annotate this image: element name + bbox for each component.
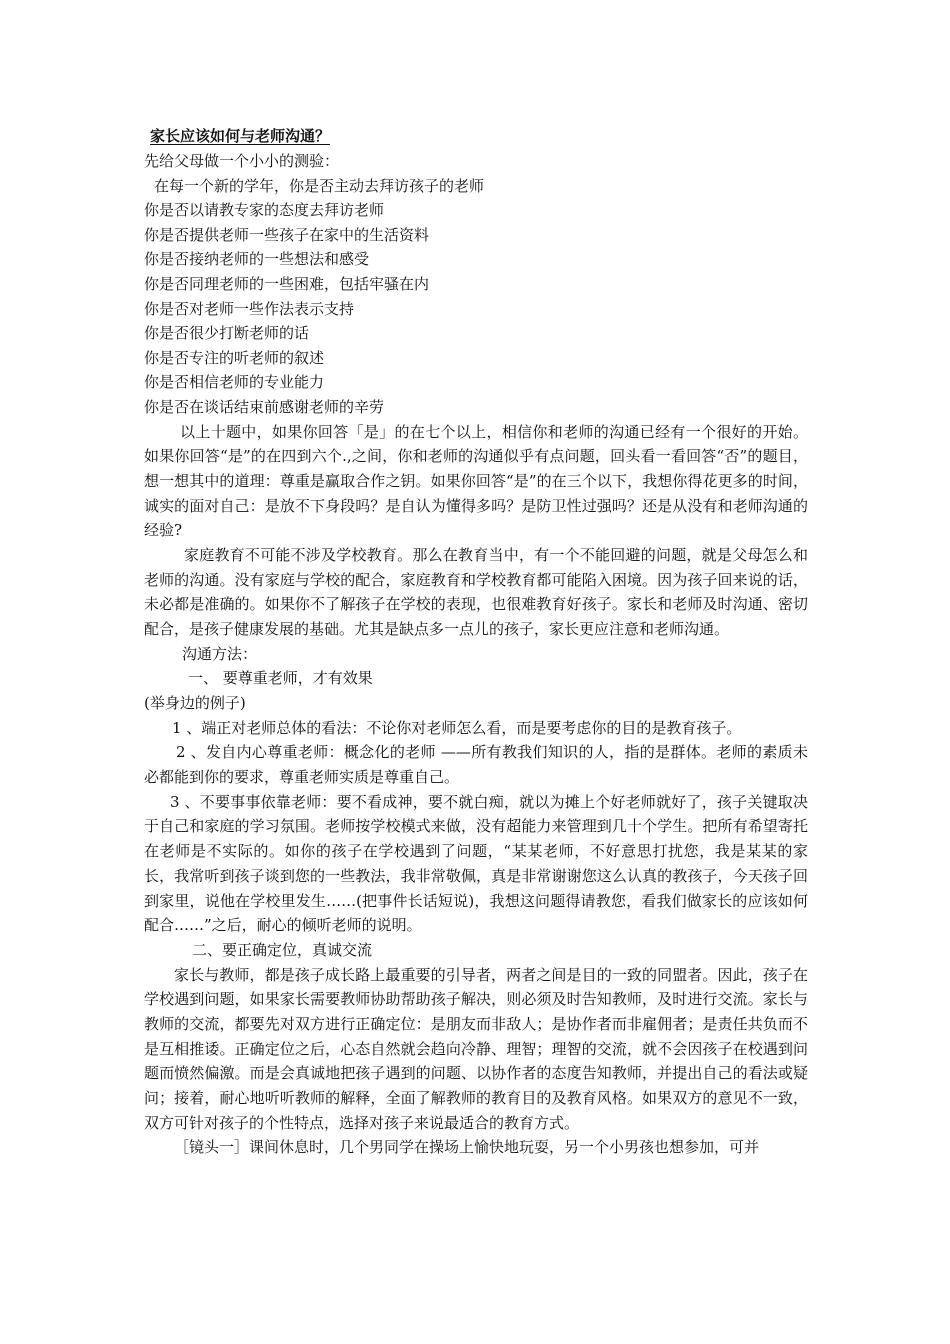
quiz-result-paragraph: 以上十题中，如果你回答「是」的在七个以上，相信你和老师的沟通已经有一个很好的开始。如果你回答“是”的在四到六个.,之间，你和老师的沟通似乎有点问题，回头看一看回答“否”的题目，想一想其中的道理：尊重是赢取合作之钥。如果你回答“是”的在三个以下，我想你得花更多的时间，诚实的面对自己：是放不下身段吗？是自认为懂得多吗？是防卫性过强吗？还是从没有和老师沟通的经验? <box>144 422 808 540</box>
quiz-question: 你是否同理老师的一些困难，包括牢骚在内 <box>144 274 430 293</box>
methods-heading: 沟通方法： <box>182 644 258 663</box>
quiz-question: 你是否对老师一些作法表示支持 <box>144 299 355 318</box>
quiz-question: 你是否相信老师的专业能力 <box>144 373 325 392</box>
quiz-intro: 先给父母做一个小小的测验： <box>144 152 340 170</box>
quiz-question: 你是否接纳老师的一些想法和感受 <box>144 250 370 269</box>
quiz-question: 你是否以请教专家的态度去拜访老师 <box>144 201 385 220</box>
list-item-1: 1 、端正对老师总体的看法：不论你对老师怎么看，而是要考虑你的目的是教育孩子。 <box>172 718 742 737</box>
example-note: (举身边的例子) <box>144 694 246 713</box>
quiz-question: 你是否提供老师一些孩子在家中的生活资料 <box>144 225 430 244</box>
document-page <box>144 124 808 1160</box>
quiz-question: 你是否专注的听老师的叙述 <box>144 348 325 367</box>
quiz-question: 你是否在谈话结束前感谢老师的辛劳 <box>144 397 385 416</box>
list-item-2: 2 、发自内心尊重老师：概念化的老师 ——所有教我们知识的人，指的是群体。老师的素质未必都能到你的要求，尊重老师实质是尊重自己。 <box>144 743 808 787</box>
list-item-3: 3 、不要事事依靠老师：要不看成神，要不就白痴，就以为摊上个好老师就好了，孩子关键取决于自己和家庭的学习氛围。老师按学校模式来做，没有超能力来管理到几十个学生。把所有希望寄托在老师是不实际的。如你的孩子在学校遇到了问题，“某某老师，不好意思打扰您，我是某某的家长，我常听到孩子谈到您的一些教法，我非常敬佩，真是非常谢谢您这么认真的教孩子，今天孩子回到家里，说他在学校里发生……(把事件长话短说)，我想这问题得请教您，看我们做家长的应该如何配合……”之后，耐心的倾听老师的说明。 <box>144 792 808 935</box>
quiz-question: 你是否很少打断老师的话 <box>144 324 310 343</box>
quiz-question: 在每一个新的学年，你是否主动去拜访孩子的老师 <box>154 176 485 195</box>
family-education-paragraph: 家庭教育不可能不涉及学校教育。那么在教育当中，有一个不能回避的问题，就是父母怎么和老师的沟通。没有家庭与学校的配合，家庭教育和学校教育都可能陷入困境。因为孩子回来说的话，未必都是准确的。如果你不了解孩子在学校的表现，也很难教育好孩子。家长和老师及时沟通、密切配合，是孩子健康发展的基础。尤其是缺点多一点儿的孩子，家长更应注意和老师沟通。 <box>144 546 808 639</box>
section-1-heading: 一、 要尊重老师，才有效果 <box>188 669 373 688</box>
document-title: 家长应该如何与老师沟通？ <box>150 127 331 145</box>
scene-1-paragraph: ［镜头一］课间休息时，几个男同学在操场上愉快地玩耍，另一个小男孩也想参加，可并 <box>174 1138 760 1157</box>
section-2-heading: 二、要正确定位，真诚交流 <box>192 940 373 959</box>
section-2-paragraph: 家长与教师，都是孩子成长路上最重要的引导者，两者之间是目的一致的同盟者。因此，孩子在学校遇到问题，如果家长需要教师协助帮助孩子解决，则必须及时告知教师，及时进行交流。家长与教师的交流，都要先对双方进行正确定位：是朋友而非敌人；是协作者而非雇佣者；是责任共负而不是互相推诿。正确定位之后，心态自然就会趋向冷静、理智；理智的交流，就不会因孩子在校遇到问题而愤然偏激。而是会真诚地把孩子遇到的问题、以协作者的态度告知教师，并提出自己的看法或疑问；接着，耐心地听听教师的解释，全面了解教师的教育目的及教育风格。如果双方的意见不一致，双方可针对孩子的个性特点，选择对孩子来说最适合的教育方式。 <box>144 965 808 1132</box>
